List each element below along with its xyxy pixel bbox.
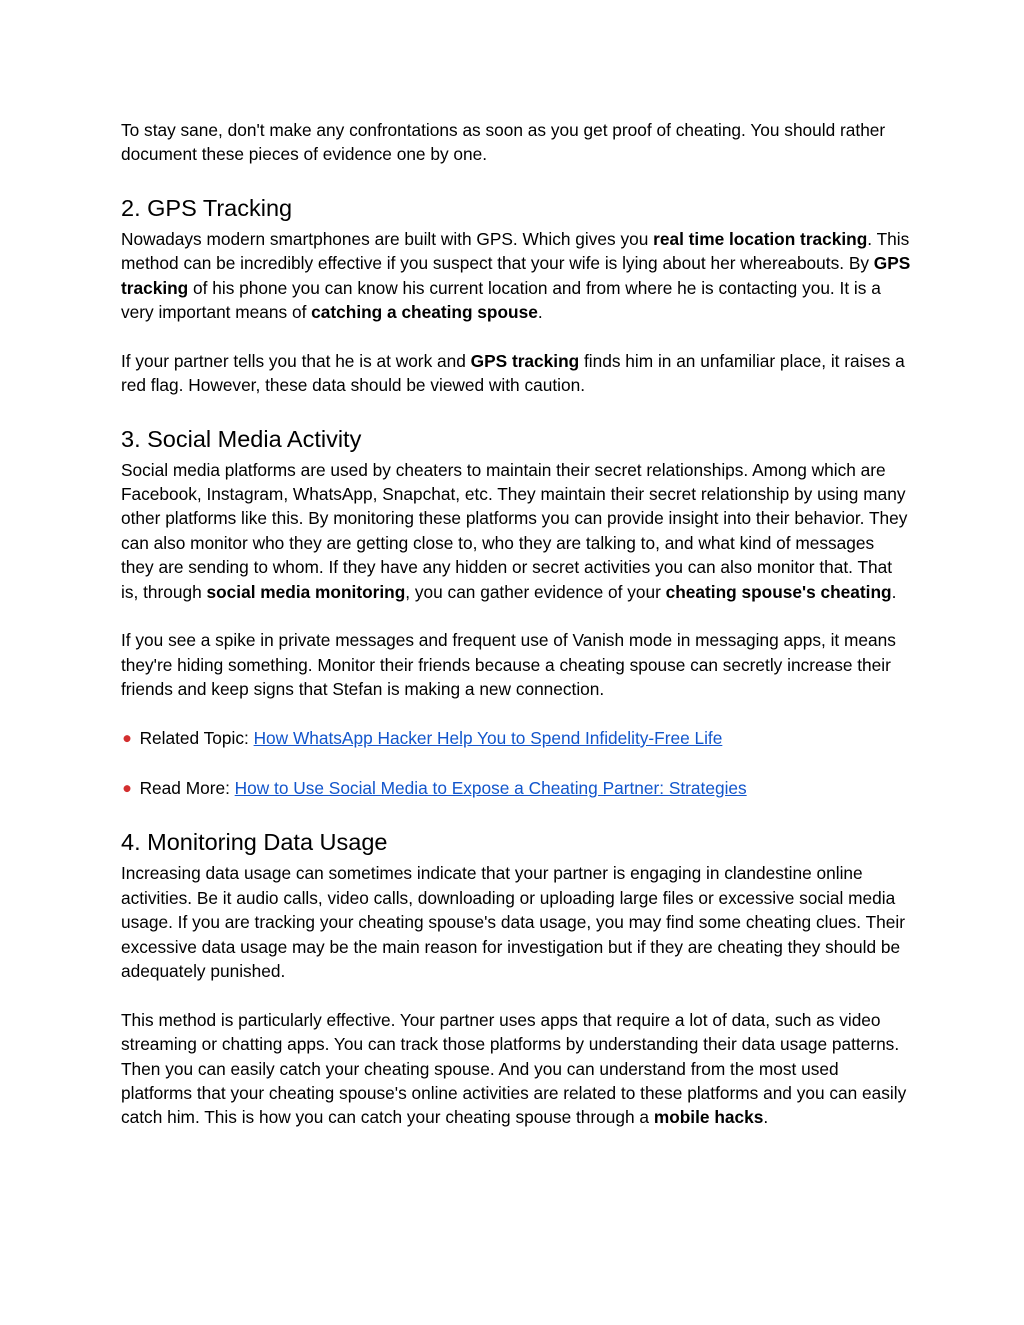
paragraph-spacer [121,702,911,726]
social-p1-bold-1: social media monitoring [206,581,406,602]
gps-p1-text-3: of his phone you can know his current location and from where he is contacting you. It is a very important means of [121,277,881,323]
section-heading-monitoring-data-usage: 4. Monitoring Data Usage [121,829,388,856]
related-topic-link[interactable]: How WhatsApp Hacker Help You to Spend Infidelity-Free Life [253,728,723,749]
gps-p2-bold-1: GPS tracking [470,350,580,371]
gps-p1-text-2: . This method can be incredibly effective if you suspect that your wife is lying about her whereabouts. By [121,228,910,274]
paragraph-spacer [121,604,911,628]
data-usage-p2-text-1: This method is particularly effective. Your partner uses apps that require a lot of data, such as video streaming or chatting apps. You can track those platforms by understanding their data usage patterns. Then you can easily catch your cheating spouse. And you can understand from the most used platforms that your cheating spouse's online activities are related to these platforms and you can easily catch him. This is how you can catch your cheating spouse through a [121,1009,907,1128]
gps-p1-bold-2: GPS tracking [121,253,911,298]
data-usage-paragraph-2 [121,1008,911,1130]
read-more-label: Read More: [139,777,235,798]
gps-p2-text-1: If your partner tells you that he is at work and [121,350,471,371]
related-topic-line [118,726,911,751]
read-more-link[interactable]: How to Use Social Media to Expose a Cheating Partner: Strategies [234,777,747,798]
document-page [118,118,911,1130]
data-usage-p2-bold-1: mobile hacks [653,1107,764,1128]
social-paragraph-1 [121,458,911,604]
read-more-line [118,776,911,801]
paragraph-spacer [121,324,911,348]
social-p1-text-1: Social media platforms are used by cheaters to maintain their secret relationships. Among which are Facebook, Instagram, WhatsApp, Snapchat, etc. They maintain their secret relationship by using many other platforms like this. By monitoring these platforms you can provide insight into their behavior. They can also monitor who they are getting close to, who they are talking to, and what kind of messages they are sending to whom. If they have any hidden or secret activities you can also monitor that. That is, through [121,459,908,602]
section-heading-gps-tracking: 2. GPS Tracking [121,194,293,221]
pushpin-icon: ⚫ [118,728,137,750]
gps-paragraph-1 [121,227,911,325]
data-usage-paragraph-1: Increasing data usage can sometimes indicate that your partner is engaging in clandestine online activities. Be it audio calls, video calls, downloading or uploading large files or excessive social media usage. If you are tracking your cheating spouse's data usage, you may find some cheating clues. Their excessive data usage may be the main reason for investigation but if they are cheating they should be adequately punished. [121,863,905,981]
paragraph-spacer [121,751,911,775]
gps-p1-text-1: Nowadays modern smartphones are built with GPS. Which gives you [121,228,654,249]
social-paragraph-2: If you see a spike in private messages and frequent use of Vanish mode in messaging apps, it means they're hiding something. Monitor their friends because a cheating spouse can secretly increase their friends and keep signs that Stefan is making a new connection. [121,630,896,700]
gps-p2-text-2: finds him in an unfamiliar place, it raises a red flag. However, these data should be viewed with caution. [121,350,905,396]
gps-paragraph-2 [121,349,911,398]
gps-p1-bold-3: catching a cheating spouse [311,302,538,323]
gps-p1-bold-1: real time location tracking [653,228,868,249]
social-p1-text-3: . [891,581,897,602]
gps-p1-text-4: . [537,302,543,323]
social-p1-text-2: , you can gather evidence of your [405,581,666,602]
paragraph-spacer [121,983,911,1007]
social-p1-bold-2: cheating spouse's cheating [665,581,892,602]
data-usage-p2-text-2: . [763,1107,769,1128]
pushpin-icon: ⚫ [118,778,137,800]
related-topic-label: Related Topic: [139,728,254,749]
intro-paragraph: To stay sane, don't make any confrontations as soon as you get proof of cheating. You should rather document these pieces of evidence one by one. [121,120,886,165]
section-heading-social-media-activity: 3. Social Media Activity [121,425,362,452]
